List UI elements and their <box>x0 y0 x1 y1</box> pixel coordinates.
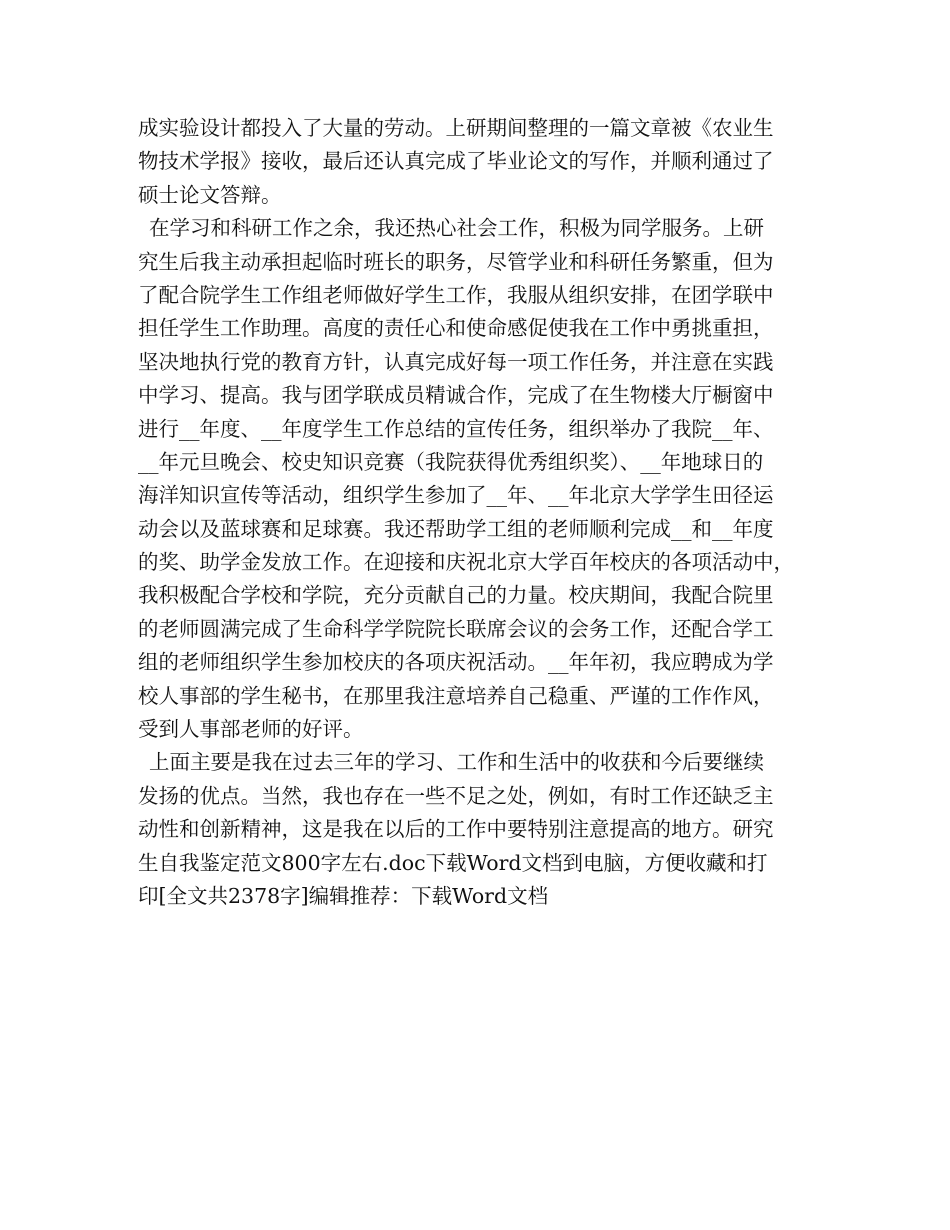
paragraph-2 <box>138 212 828 746</box>
text-line: 进行__年度、__年度学生工作总结的宣传任务，组织举办了我院__年、 <box>138 416 774 441</box>
text-line: 上面主要是我在过去三年的学习、工作和生活中的收获和今后要继续 <box>149 750 764 775</box>
text-line: 受到人事部老师的好评。 <box>138 717 364 742</box>
text-line: 生自我鉴定范文800字左右.doc下载Word文档到电脑，方便收藏和打 <box>138 850 768 875</box>
text-line: 在学习和科研工作之余，我还热心社会工作，积极为同学服务。上研 <box>149 216 764 241</box>
text-line: 硕士论文答辩。 <box>138 182 282 207</box>
text-line: 印[全文共2378字]编辑推荐：下载Word文档 <box>138 883 549 908</box>
paragraph-3 <box>138 746 828 913</box>
text-line: 海洋知识宣传等活动，组织学生参加了__年、__年北京大学学生田径运 <box>138 483 774 508</box>
text-line: 中学习、提高。我与团学联成员精诚合作，完成了在生物楼大厅橱窗中 <box>138 383 774 408</box>
text-line: 发扬的优点。当然，我也存在一些不足之处，例如，有时工作还缺乏主 <box>138 783 774 808</box>
text-line: 成实验设计都投入了大量的劳动。上研期间整理的一篇文章被《农业生 <box>138 116 774 140</box>
text-line: 坚决地执行党的教育方针，认真完成好每一项工作任务，并注意在实践 <box>138 349 774 374</box>
text-line: 动会以及蓝球赛和足球赛。我还帮助学工组的老师顺利完成__和__年度 <box>138 516 774 541</box>
text-line: 的奖、助学金发放工作。在迎接和庆祝北京大学百年校庆的各项活动中， <box>138 550 794 575</box>
text-line: 担任学生工作助理。高度的责任心和使命感促使我在工作中勇挑重担， <box>138 316 774 341</box>
text-line: 我积极配合学校和学院，充分贡献自己的力量。校庆期间，我配合院里 <box>138 583 774 608</box>
text-line: 物技术学报》接收，最后还认真完成了毕业论文的写作，并顺利通过了 <box>138 149 774 174</box>
text-line: 的老师圆满完成了生命科学学院院长联席会议的会务工作，还配合学工 <box>138 616 774 641</box>
paragraph-1 <box>138 112 828 212</box>
text-line: 校人事部的学生秘书，在那里我注意培养自己稳重、严谨的工作作风， <box>138 683 774 708</box>
text-line: 了配合院学生工作组老师做好学生工作，我服从组织安排，在团学联中 <box>138 282 774 307</box>
text-line: 动性和创新精神，这是我在以后的工作中要特别注意提高的地方。研究 <box>138 817 774 842</box>
text-line: __年元旦晚会、校史知识竞赛（我院获得优秀组织奖）、__年地球日的 <box>138 449 764 474</box>
text-line: 组的老师组织学生参加校庆的各项庆祝活动。__年年初，我应聘成为学 <box>138 650 774 675</box>
document-body <box>138 112 828 913</box>
text-line: 究生后我主动承担起临时班长的职务，尽管学业和科研任务繁重，但为 <box>138 249 774 274</box>
